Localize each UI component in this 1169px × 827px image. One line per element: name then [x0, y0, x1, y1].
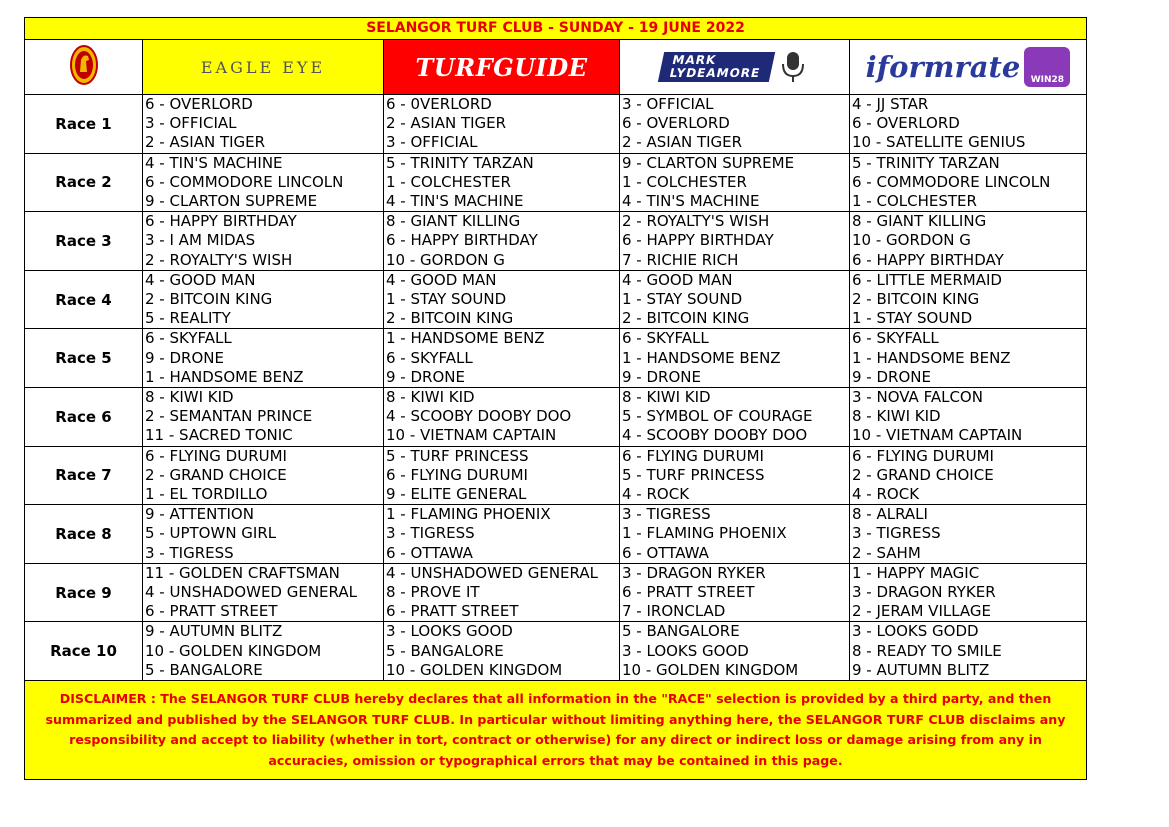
horse-pick: 9 - DRONE — [852, 367, 931, 386]
horse-pick: 1 - STAY SOUND — [622, 290, 743, 309]
iformrate-wordmark: iformrate — [865, 50, 1021, 84]
horse-pick: 5 - TRINITY TARZAN — [852, 153, 1000, 172]
horse-pick: 3 - TIGRESS — [386, 524, 475, 543]
horse-pick: 8 - KIWI KID — [852, 407, 941, 426]
race-label: Race 8 — [25, 505, 143, 564]
horse-pick: 9 - DRONE — [622, 367, 701, 386]
horse-pick: 5 - UPTOWN GIRL — [145, 524, 277, 543]
horse-pick: 10 - VIETNAM CAPTAIN — [386, 426, 557, 445]
horse-pick: 6 - SKYFALL — [386, 348, 473, 367]
tipster-picks-cell — [143, 622, 384, 681]
horse-pick: 10 - GORDON G — [386, 250, 505, 269]
tipster-picks-cell — [143, 563, 384, 622]
horse-pick: 3 - OFFICIAL — [386, 133, 478, 152]
horse-pick: 7 - IRONCLAD — [622, 602, 726, 621]
horse-pick: 9 - DRONE — [145, 348, 224, 367]
horse-pick: 6 - SKYFALL — [145, 329, 232, 348]
horse-pick: 1 - HANDSOME BENZ — [852, 348, 1011, 367]
horse-pick: 7 - RICHIE RICH — [622, 250, 739, 269]
iformrate-logo — [850, 40, 1087, 95]
horse-pick: 4 - TIN'S MACHINE — [145, 153, 283, 172]
turfguide-logo — [384, 40, 620, 95]
horse-pick: 2 - BITCOIN KING — [145, 290, 273, 309]
horse-pick: 10 - SATELLITE GENIUS — [852, 133, 1026, 152]
tipster-picks-cell — [620, 388, 850, 447]
horse-pick: 6 - HAPPY BIRTHDAY — [386, 231, 538, 250]
tipster-picks-cell — [850, 563, 1087, 622]
horse-pick: 6 - FLYING DURUMI — [852, 446, 994, 465]
horse-pick: 2 - SEMANTAN PRINCE — [145, 407, 313, 426]
horse-pick: 4 - ROCK — [852, 485, 920, 504]
horse-pick: 1 - HAPPY MAGIC — [852, 563, 980, 582]
horse-pick: 6 - FLYING DURUMI — [386, 465, 528, 484]
race-label: Race 9 — [25, 563, 143, 622]
horse-pick: 2 - SAHM — [852, 543, 921, 562]
horse-pick: 5 - BANGALORE — [386, 641, 504, 660]
tipster-picks-cell — [384, 388, 620, 447]
horse-pick: 2 - BITCOIN KING — [386, 309, 514, 328]
tipster-picks-cell — [850, 388, 1087, 447]
horse-pick: 11 - SACRED TONIC — [145, 426, 293, 445]
horse-pick: 4 - TIN'S MACHINE — [622, 192, 760, 211]
horse-pick: 8 - GIANT KILLING — [386, 212, 521, 231]
horse-pick: 8 - KIWI KID — [145, 388, 234, 407]
horse-pick: 2 - GRAND CHOICE — [145, 465, 287, 484]
page-title: SELANGOR TURF CLUB - SUNDAY - 19 JUNE 2022 — [25, 18, 1087, 40]
tipster-picks-cell — [384, 212, 620, 271]
tipster-picks-cell — [384, 563, 620, 622]
horse-pick: 1 - COLCHESTER — [852, 192, 977, 211]
race-label: Race 6 — [25, 388, 143, 447]
tipster-picks-cell — [143, 153, 384, 212]
horse-pick: 5 - TRINITY TARZAN — [386, 153, 534, 172]
win28-label: WIN28 — [1030, 75, 1065, 85]
horse-pick: 10 - GORDON G — [852, 231, 971, 250]
race-row — [25, 446, 1087, 505]
horse-pick: 11 - GOLDEN CRAFTSMAN — [145, 563, 340, 582]
horse-pick: 2 - ROYALTY'S WISH — [622, 212, 770, 231]
horse-pick: 4 - UNSHADOWED GENERAL — [386, 563, 598, 582]
horse-pick: 1 - FLAMING PHOENIX — [622, 524, 787, 543]
horse-pick: 4 - UNSHADOWED GENERAL — [145, 583, 357, 602]
horse-pick: 3 - NOVA FALCON — [852, 388, 983, 407]
tipster-picks-cell — [850, 95, 1087, 154]
horse-pick: 5 - BANGALORE — [622, 622, 740, 641]
tipster-picks-cell — [143, 95, 384, 154]
horse-pick: 10 - GOLDEN KINGDOM — [622, 660, 799, 679]
race-row — [25, 505, 1087, 564]
horse-pick: 1 - COLCHESTER — [386, 172, 511, 191]
race-label: Race 1 — [25, 95, 143, 154]
tipster-picks-cell — [384, 153, 620, 212]
horse-pick: 1 - STAY SOUND — [386, 290, 507, 309]
horse-pick: 3 - TIGRESS — [852, 524, 941, 543]
horse-pick: 8 - ALRALI — [852, 505, 928, 524]
horse-pick: 2 - ASIAN TIGER — [145, 133, 266, 152]
race-row — [25, 622, 1087, 681]
horse-pick: 6 - HAPPY BIRTHDAY — [852, 250, 1004, 269]
horse-pick: 1 - EL TORDILLO — [145, 485, 268, 504]
eagle-eye-wordmark: EAGLE EYE — [200, 57, 326, 77]
horse-pick: 2 - ASIAN TIGER — [386, 114, 507, 133]
horse-pick: 6 - OVERLORD — [852, 114, 960, 133]
horse-pick: 1 - FLAMING PHOENIX — [386, 505, 551, 524]
tipster-picks-cell — [850, 622, 1087, 681]
disclaimer-text: DISCLAIMER : The SELANGOR TURF CLUB hereby declares that all information in the "RACE" selection is provided by a third party, and then summarized and published by the SELANGOR TURF CLUB. In particular without limiting anything here, the SELANGOR TURF CLUB disclaims any responsibility and accept to liability (whether in tort, contract or otherwise) for any direct or indirect loss or damage arising from any in accuracies, omission or typographical errors that may be contained in this page. — [25, 681, 1087, 780]
horse-pick: 8 - GIANT KILLING — [852, 212, 987, 231]
tipster-picks-cell — [384, 270, 620, 329]
tipster-picks-cell — [384, 95, 620, 154]
race-row — [25, 388, 1087, 447]
horse-pick: 3 - DRAGON RYKER — [622, 563, 766, 582]
horse-pick: 3 - DRAGON RYKER — [852, 583, 996, 602]
horse-pick: 6 - PRATT STREET — [145, 602, 278, 621]
win28-horse-icon — [1024, 47, 1070, 87]
horse-pick: 6 - 0VERLORD — [386, 95, 492, 113]
horse-pick: 1 - HANDSOME BENZ — [386, 329, 545, 348]
horse-pick: 3 - LOOKS GOOD — [622, 641, 749, 660]
horse-pick: 4 - SCOOBY DOOBY DOO — [386, 407, 572, 426]
horse-pick: 2 - ASIAN TIGER — [622, 133, 743, 152]
horse-pick: 3 - TIGRESS — [145, 543, 234, 562]
horse-pick: 8 - PROVE IT — [386, 583, 480, 602]
tipster-picks-cell — [384, 622, 620, 681]
tipster-picks-cell — [620, 153, 850, 212]
mark-lydeamore-logo — [620, 40, 850, 95]
horse-pick: 6 - FLYING DURUMI — [622, 446, 764, 465]
horse-pick: 3 - TIGRESS — [622, 505, 711, 524]
horse-pick: 5 - SYMBOL OF COURAGE — [622, 407, 813, 426]
horse-pick: 1 - STAY SOUND — [852, 309, 973, 328]
tipster-picks-cell — [620, 212, 850, 271]
horse-pick: 3 - LOOKS GODD — [852, 622, 979, 641]
horse-pick: 4 - TIN'S MACHINE — [386, 192, 524, 211]
horse-pick: 4 - ROCK — [622, 485, 690, 504]
horse-pick: 1 - HANDSOME BENZ — [622, 348, 781, 367]
horse-pick: 2 - GRAND CHOICE — [852, 465, 994, 484]
horse-pick: 9 - AUTUMN BLITZ — [852, 660, 990, 679]
tipster-picks-cell — [850, 270, 1087, 329]
horse-pick: 6 - HAPPY BIRTHDAY — [145, 212, 297, 231]
horse-pick: 2 - BITCOIN KING — [852, 290, 980, 309]
stc-logo-cell — [25, 40, 143, 95]
tipster-picks-cell — [143, 212, 384, 271]
race-label: Race 7 — [25, 446, 143, 505]
stc-horse-crest-icon — [69, 44, 99, 86]
eagle-eye-logo — [143, 40, 384, 95]
horse-pick: 5 - BANGALORE — [145, 660, 263, 679]
microphone-icon — [778, 50, 808, 84]
horse-pick: 9 - DRONE — [386, 367, 465, 386]
race-row — [25, 270, 1087, 329]
horse-pick: 4 - JJ STAR — [852, 95, 929, 113]
horse-pick: 10 - VIETNAM CAPTAIN — [852, 426, 1023, 445]
horse-pick: 5 - TURF PRINCESS — [622, 465, 765, 484]
tipster-picks-cell — [850, 153, 1087, 212]
horse-pick: 3 - I AM MIDAS — [145, 231, 256, 250]
horse-pick: 2 - BITCOIN KING — [622, 309, 750, 328]
horse-pick: 6 - PRATT STREET — [622, 583, 755, 602]
horse-pick: 3 - OFFICIAL — [622, 95, 714, 113]
race-label: Race 4 — [25, 270, 143, 329]
race-label: Race 3 — [25, 212, 143, 271]
race-label: Race 2 — [25, 153, 143, 212]
horse-pick: 6 - PRATT STREET — [386, 602, 519, 621]
race-row — [25, 563, 1087, 622]
tipster-picks-cell — [384, 446, 620, 505]
horse-pick: 10 - GOLDEN KINGDOM — [145, 641, 322, 660]
race-label: Race 10 — [25, 622, 143, 681]
horse-pick: 6 - OTTAWA — [622, 543, 709, 562]
horse-pick: 8 - READY TO SMILE — [852, 641, 1002, 660]
tipster-picks-cell — [850, 212, 1087, 271]
horse-pick: 5 - REALITY — [145, 309, 231, 328]
tipster-picks-cell — [620, 622, 850, 681]
tipster-picks-cell — [143, 505, 384, 564]
tipster-picks-cell — [384, 329, 620, 388]
mark-line2: LYDEAMORE — [668, 66, 762, 80]
turfguide-wordmark: TURFGUIDE — [415, 52, 588, 82]
tipster-picks-cell — [620, 95, 850, 154]
horse-pick: 9 - ATTENTION — [145, 505, 254, 524]
horse-pick: 6 - COMMODORE LINCOLN — [145, 172, 344, 191]
horse-pick: 3 - LOOKS GOOD — [386, 622, 513, 641]
race-row — [25, 95, 1087, 154]
tipster-picks-cell — [620, 563, 850, 622]
horse-pick: 4 - GOOD MAN — [386, 270, 497, 289]
horse-pick: 6 - OTTAWA — [386, 543, 473, 562]
mark-line1: MARK — [671, 53, 719, 67]
horse-pick: 4 - GOOD MAN — [622, 270, 733, 289]
mark-lydeamore-badge — [658, 52, 775, 82]
tipster-picks-cell — [850, 505, 1087, 564]
horse-pick: 9 - CLARTON SUPREME — [622, 153, 795, 172]
horse-pick: 3 - OFFICIAL — [145, 114, 237, 133]
tipster-picks-cell — [850, 446, 1087, 505]
horse-pick: 4 - SCOOBY DOOBY DOO — [622, 426, 808, 445]
tipster-picks-cell — [620, 446, 850, 505]
horse-pick: 9 - AUTUMN BLITZ — [145, 622, 283, 641]
horse-pick: 6 - LITTLE MERMAID — [852, 270, 1002, 289]
tipster-picks-cell — [620, 329, 850, 388]
tipster-picks-cell — [620, 505, 850, 564]
horse-pick: 4 - GOOD MAN — [145, 270, 256, 289]
tipster-picks-cell — [143, 329, 384, 388]
horse-pick: 10 - GOLDEN KINGDOM — [386, 660, 563, 679]
horse-pick: 8 - KIWI KID — [386, 388, 475, 407]
horse-pick: 6 - COMMODORE LINCOLN — [852, 172, 1051, 191]
horse-pick: 1 - COLCHESTER — [622, 172, 747, 191]
race-row — [25, 153, 1087, 212]
horse-pick: 6 - HAPPY BIRTHDAY — [622, 231, 774, 250]
tipster-picks-cell — [143, 388, 384, 447]
horse-pick: 6 - SKYFALL — [622, 329, 709, 348]
tips-table — [24, 17, 1087, 780]
tipster-picks-cell — [620, 270, 850, 329]
tipster-picks-cell — [384, 505, 620, 564]
tipster-picks-cell — [143, 270, 384, 329]
horse-pick: 6 - FLYING DURUMI — [145, 446, 287, 465]
disclaimer-row — [25, 681, 1087, 780]
horse-pick: 6 - OVERLORD — [622, 114, 730, 133]
horse-pick: 2 - ROYALTY'S WISH — [145, 250, 293, 269]
horse-pick: 9 - ELITE GENERAL — [386, 485, 527, 504]
race-row — [25, 212, 1087, 271]
tipster-picks-cell — [850, 329, 1087, 388]
horse-pick: 2 - JERAM VILLAGE — [852, 602, 992, 621]
tipster-picks-cell — [143, 446, 384, 505]
horse-pick: 5 - TURF PRINCESS — [386, 446, 529, 465]
horse-pick: 6 - SKYFALL — [852, 329, 939, 348]
race-label: Race 5 — [25, 329, 143, 388]
horse-pick: 1 - HANDSOME BENZ — [145, 367, 304, 386]
horse-pick: 9 - CLARTON SUPREME — [145, 192, 318, 211]
horse-pick: 6 - OVERLORD — [145, 95, 253, 113]
horse-pick: 8 - KIWI KID — [622, 388, 711, 407]
race-row — [25, 329, 1087, 388]
